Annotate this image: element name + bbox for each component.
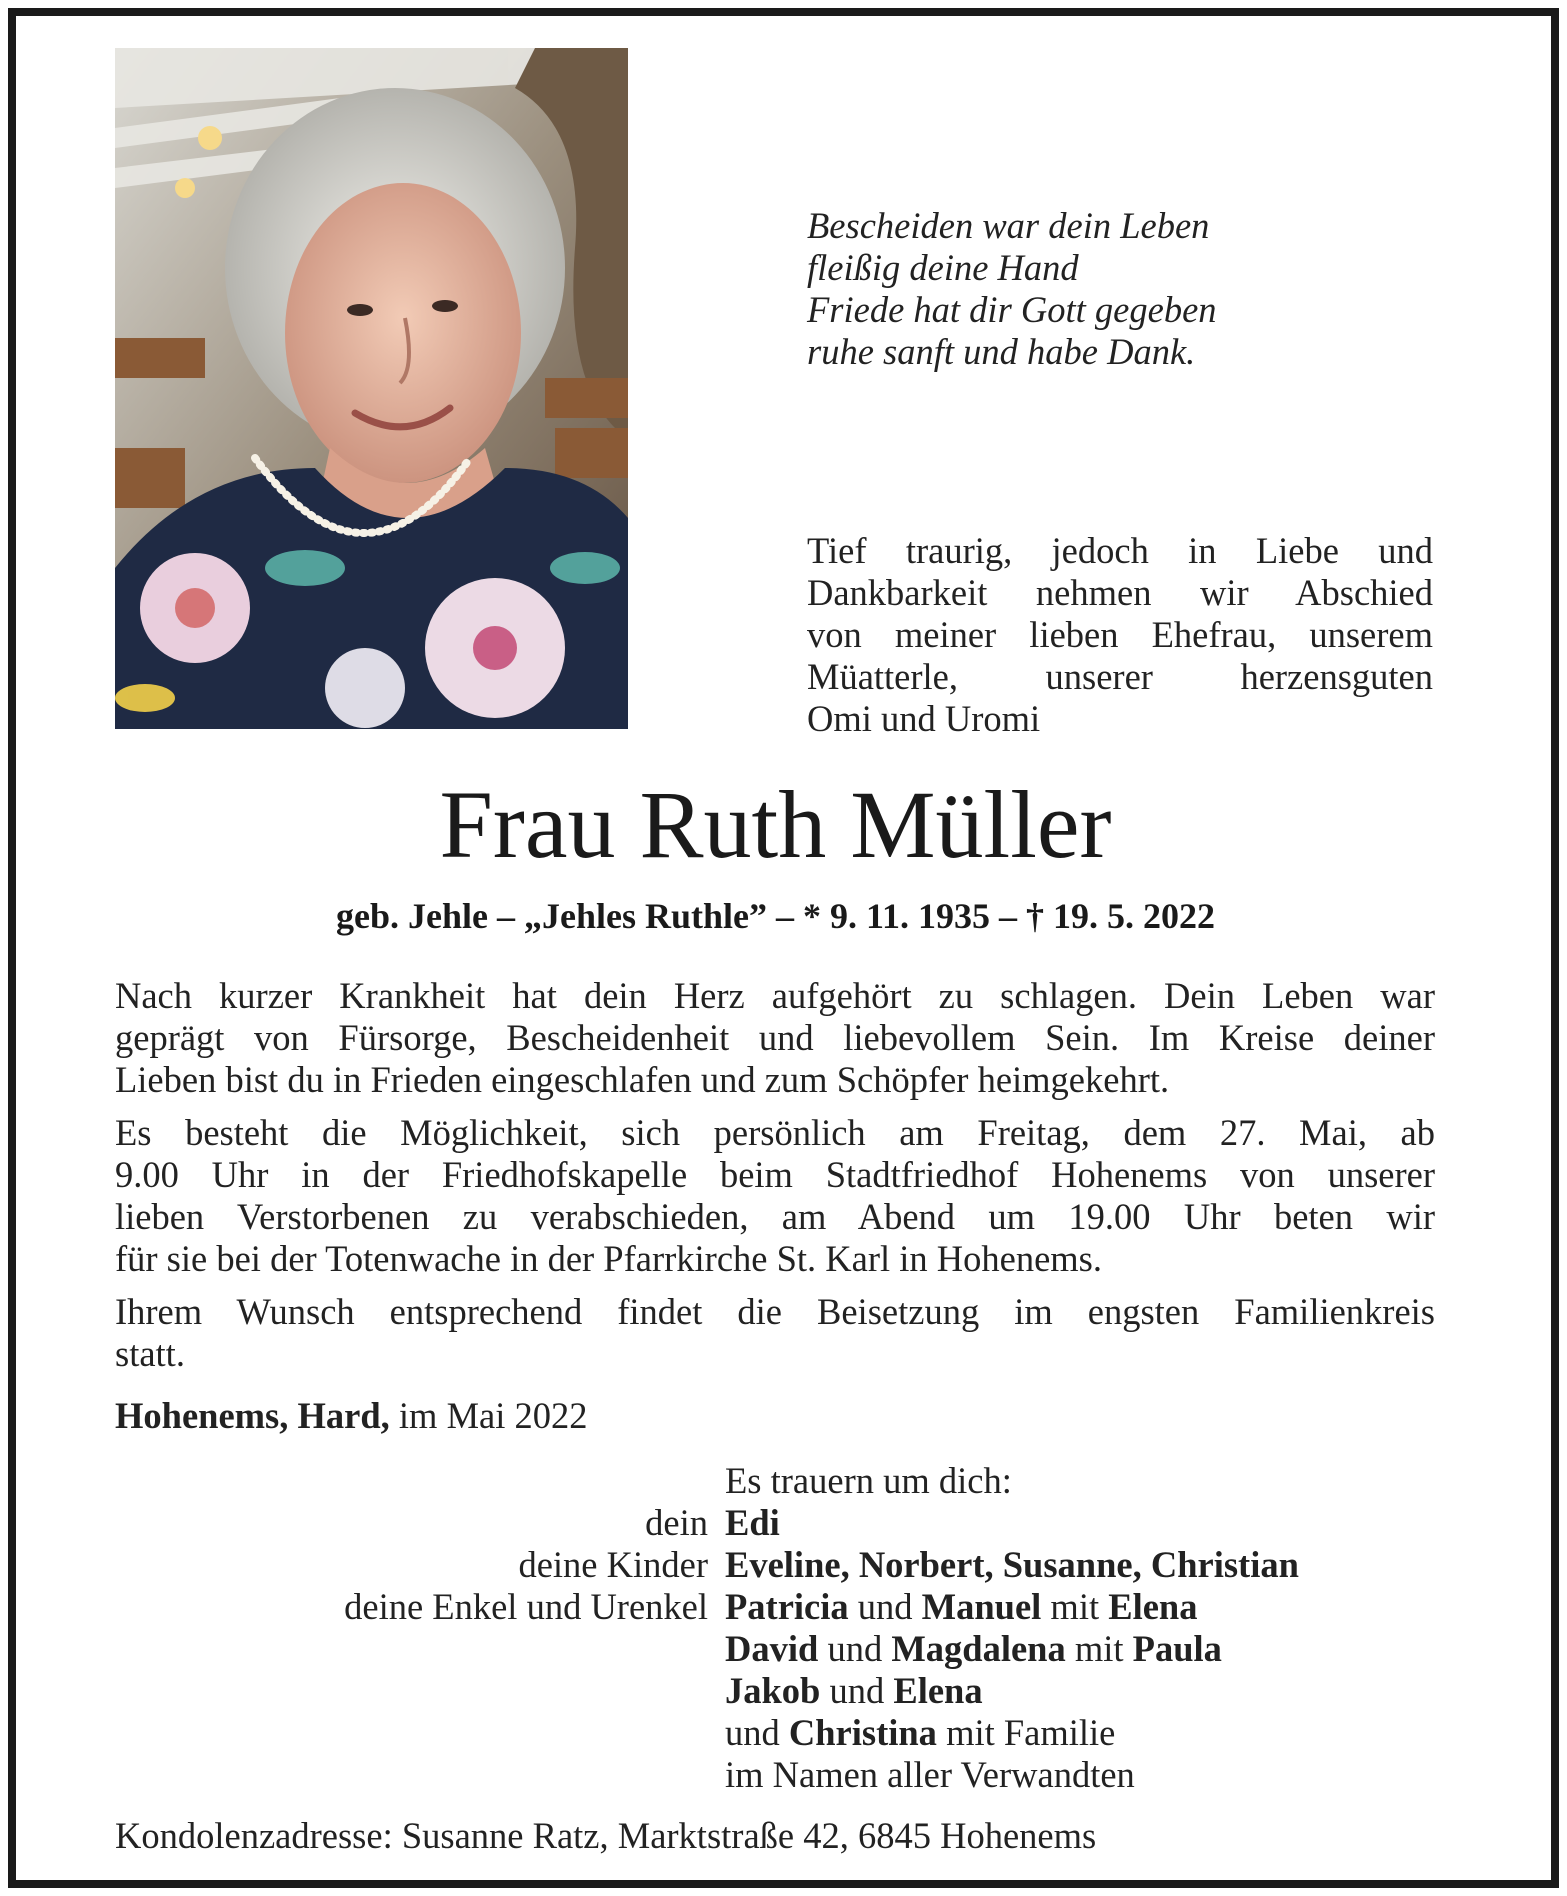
paragraph-line: Es besteht die Möglichkeit, sich persönlich am Freitag, dem 27. Mai, ab [115,1112,1435,1153]
place-names: Hohenems, Hard, [115,1395,390,1436]
mourner-line [725,1502,780,1544]
intro-line: Tief traurig, jedoch in Liebe und [807,530,1433,571]
mourner-connector: und [820,1670,894,1711]
paragraph-2 [115,1112,1435,1280]
paragraph-3 [115,1291,1435,1375]
mourner-line [725,1754,1135,1796]
mourner-name: Paula [1132,1628,1222,1669]
mourner-line [725,1586,1197,1628]
mourner-connector: und [725,1712,789,1753]
paragraph-line: 9.00 Uhr in der Friedhofskapelle beim Stadtfriedhof Hohenems von unserer [115,1154,1435,1195]
poem [807,205,1367,373]
mourner-name: Magdalena [891,1628,1066,1669]
poem-line: fleißig deine Hand [807,247,1079,288]
paragraph-line: geprägt von Fürsorge, Bescheidenheit und liebevollem Sein. Im Kreise deiner [115,1017,1435,1058]
mourner-connector: mit [1041,1586,1109,1627]
intro-line: Omi und Uromi [807,698,1041,739]
deceased-name: Frau Ruth Müller [439,771,1112,878]
paragraph-line: für sie bei der Totenwache in der Pfarrkirche St. Karl in Hohenems. [115,1238,1103,1279]
mourner-label: dein [645,1502,708,1543]
paragraph-line: lieben Verstorbenen zu verabschieden, am Abend um 19.00 Uhr beten wir [115,1196,1435,1237]
mourner-name: David [725,1628,819,1669]
paragraph-line: Nach kurzer Krankheit hat dein Herz aufgehört zu schlagen. Dein Leben war [115,975,1435,1016]
paragraph-line: Lieben bist du in Frieden eingeschlafen und zum Schöpfer heimgekehrt. [115,1059,1170,1100]
poem-line: ruhe sanft und habe Dank. [807,331,1196,372]
place-date [115,1395,587,1437]
mourner-connector: im Namen aller Verwandten [725,1754,1135,1795]
mourner-connector: und [848,1586,922,1627]
mourner-connector: mit Familie [936,1712,1116,1753]
portrait-image [115,48,628,729]
portrait-photo [115,48,628,729]
mourner-line [725,1544,1299,1586]
mourner-name: Eveline, Norbert, Susanne, Christian [725,1544,1299,1585]
mourner-name: Manuel [921,1586,1042,1627]
paragraph-line: Ihrem Wunsch entsprechend findet die Beisetzung im engsten Familienkreis [115,1291,1435,1332]
mourner-name: Christina [788,1712,937,1753]
mourner-connector: und [818,1628,892,1669]
paragraph-1 [115,975,1435,1101]
mourner-line [725,1712,1115,1754]
intro-line: Dankbarkeit nehmen wir Abschied [807,572,1433,613]
mourner-name: Elena [1108,1586,1198,1627]
mourner-name: Edi [725,1502,780,1543]
mourner-connector: mit [1065,1628,1133,1669]
mourner-line [725,1628,1222,1670]
birth-death-line: geb. Jehle – „Jehles Ruthle” – * 9. 11. 1935 – † 19. 5. 2022 [336,896,1215,936]
mourner-name: Elena [893,1670,983,1711]
mourner-name: Jakob [725,1670,821,1711]
mourners-heading: Es trauern um dich: [725,1460,1012,1501]
intro-line: Müatterle, unserer herzensguten [807,656,1433,697]
intro-text [807,530,1433,740]
poem-line: Friede hat dir Gott gegeben [807,289,1217,330]
intro-line: von meiner lieben Ehefrau, unserem [807,614,1433,655]
mourner-label: deine Enkel und Urenkel [344,1586,708,1627]
mourner-label: deine Kinder [518,1544,708,1585]
condolence-address: Kondolenzadresse: Susanne Ratz, Marktstraße 42, 6845 Hohenems [115,1815,1097,1856]
mourner-line [725,1670,983,1712]
mourner-name: Patricia [725,1586,849,1627]
place-month: im Mai 2022 [389,1395,588,1436]
paragraph-line: statt. [115,1333,185,1374]
poem-line: Bescheiden war dein Leben [807,205,1210,246]
